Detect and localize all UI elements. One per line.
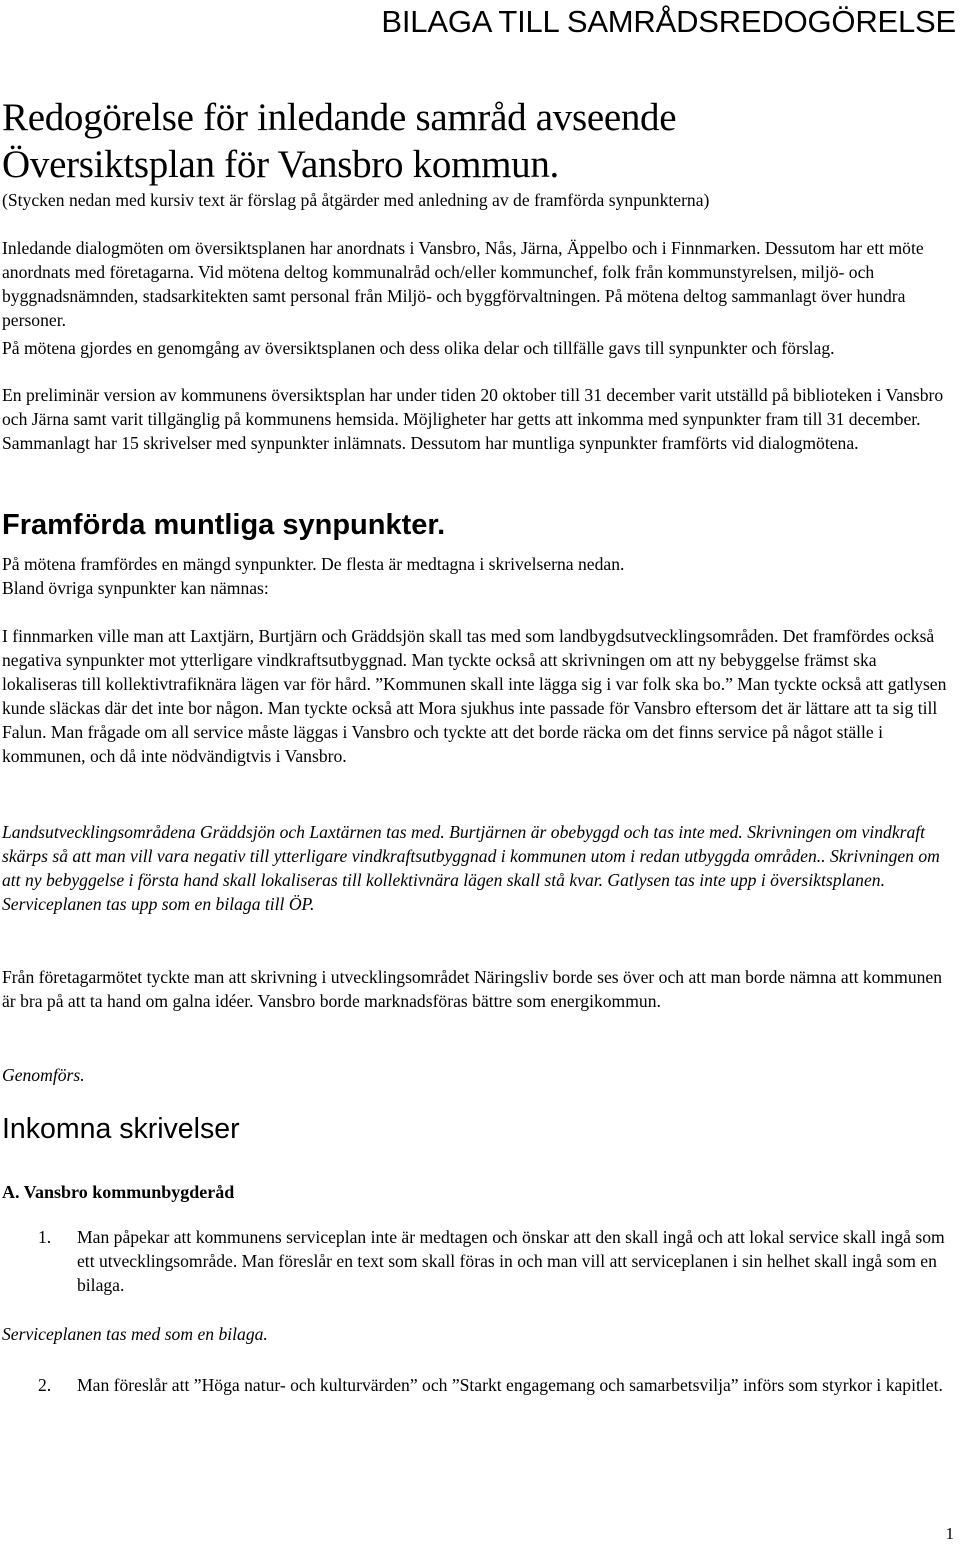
business-response: Genomförs.	[2, 1065, 85, 1085]
intro-note: (Stycken nedan med kursiv text är förslag på åtgärder med anledning av de framförda synpunkterna)	[2, 190, 710, 210]
list-item-1	[2, 1225, 950, 1297]
subheading-kommunbygderad: A. Vansbro kommunbygderåd	[2, 1182, 235, 1202]
section-heading-written: Inkomna skrivelser	[2, 1113, 240, 1145]
list-item-text: Man föreslår att ”Höga natur- och kulturvärden” och ”Starkt engagemang och samarbetsvilja” införs som styrkor i kapitlet.	[77, 1375, 943, 1395]
list-item-number: 2.	[38, 1375, 52, 1395]
oral-intro-line-2: Bland övriga synpunkter kan nämnas:	[2, 578, 269, 598]
title-line-2: Översiktsplan för Vansbro kommun.	[2, 143, 559, 186]
title-line-1: Redogörelse för inledande samråd avseende	[2, 96, 677, 139]
oral-intro	[2, 552, 950, 600]
list-item-number: 1.	[38, 1227, 52, 1247]
finnmarken-paragraph: I finnmarken ville man att Laxtjärn, Burtjärn och Gräddsjön skall tas med som landbygdsutvecklingsområden. Det framfördes också negativa synpunkter mot ytterligare vindkraftsutbyggnad. Man tyckte också att skrivningen om att ny bebyggelse främst ska lokaliseras till kollektivtrafiknära lägen var för hård. ”Kommunen skall inte lägga sig i var folk ska bo.” Man tyckte också att gatlysen kunde släckas där det inte bor någon. Man tyckte också att Mora sjukhus inte passade för Vansbro eftersom det är lättare att ta sig till Falun. Man frågade om all service måste läggas i Vansbro och tyckte att det borde räcka om det finns service på något ställe i kommunen, och då inte nödvändigtvis i Vansbro.	[2, 626, 947, 766]
page-number: 1	[945, 1524, 954, 1543]
item1-response: Serviceplanen tas med som en bilaga.	[2, 1324, 268, 1344]
section-heading-oral: Framförda muntliga synpunkter.	[2, 509, 446, 541]
business-paragraph: Från företagarmötet tyckte man att skrivning i utvecklingsområdet Näringsliv borde ses över och att man borde nämna att kommunen är bra på att ta hand om galna idéer. Vansbro borde marknadsföras bättre som energikommun.	[2, 967, 943, 1011]
meeting-paragraph: På mötena gjordes en genomgång av översiktsplanen och dess olika delar och tillfälle gavs till synpunkter och förslag.	[2, 338, 835, 358]
finnmarken-response: Landsutvecklingsområdena Gräddsjön och Laxtärnen tas med. Burtjärnen är obebyggd och tas inte med. Skrivningen om vindkraft skärps så att man vill vara negativ till ytterligare vindkraftsutbyggnad i kommunen utom i redan utbyggda områden.. Skrivningen om att ny bebyggelse i första hand skall lokaliseras till kollektivnära lägen skall stå kvar. Gatlysen tas inte upp i översiktsplanen. Serviceplanen tas upp som en bilaga till ÖP.	[2, 822, 940, 914]
list-item-2	[2, 1373, 950, 1397]
list-item-text: Man påpekar att kommunens serviceplan inte är medtagen och önskar att den skall ingå och att lokal service skall ingå som ett utvecklingsområde. Man föreslår en text som skall föras in och man vill att serviceplanen i sin helhet skall ingå som en bilaga.	[77, 1227, 945, 1295]
intro-paragraph: Inledande dialogmöten om översiktsplanen har anordnats i Vansbro, Nås, Järna, Äppelbo och i Finnmarken. Dessutom har ett möte anordnats med företagarna. Vid mötena deltog kommunalråd och/eller kommunchef, folk från kommunstyrelsen, miljö- och byggnadsnämnden, stadsarkitekten samt personal från Miljö- och byggförvaltningen. På mötena deltog sammanlagt över hundra personer.	[2, 238, 924, 330]
oral-intro-line-1: På mötena framfördes en mängd synpunkter. De flesta är medtagna i skrivelserna nedan.	[2, 554, 625, 574]
page-header: BILAGA TILL SAMRÅDSREDOGÖRELSE	[381, 4, 956, 39]
document-title	[2, 94, 952, 188]
exhibition-paragraph: En preliminär version av kommunens översiktsplan har under tiden 20 oktober till 31 december varit utställd på biblioteken i Vansbro och Järna samt varit tillgänglig på kommunens hemsida. Möjligheter har getts att inkomma med synpunkter fram till 31 december. Sammanlagt har 15 skrivelser med synpunkter inlämnats. Dessutom har muntliga synpunkter framförts vid dialogmötena.	[2, 385, 944, 453]
